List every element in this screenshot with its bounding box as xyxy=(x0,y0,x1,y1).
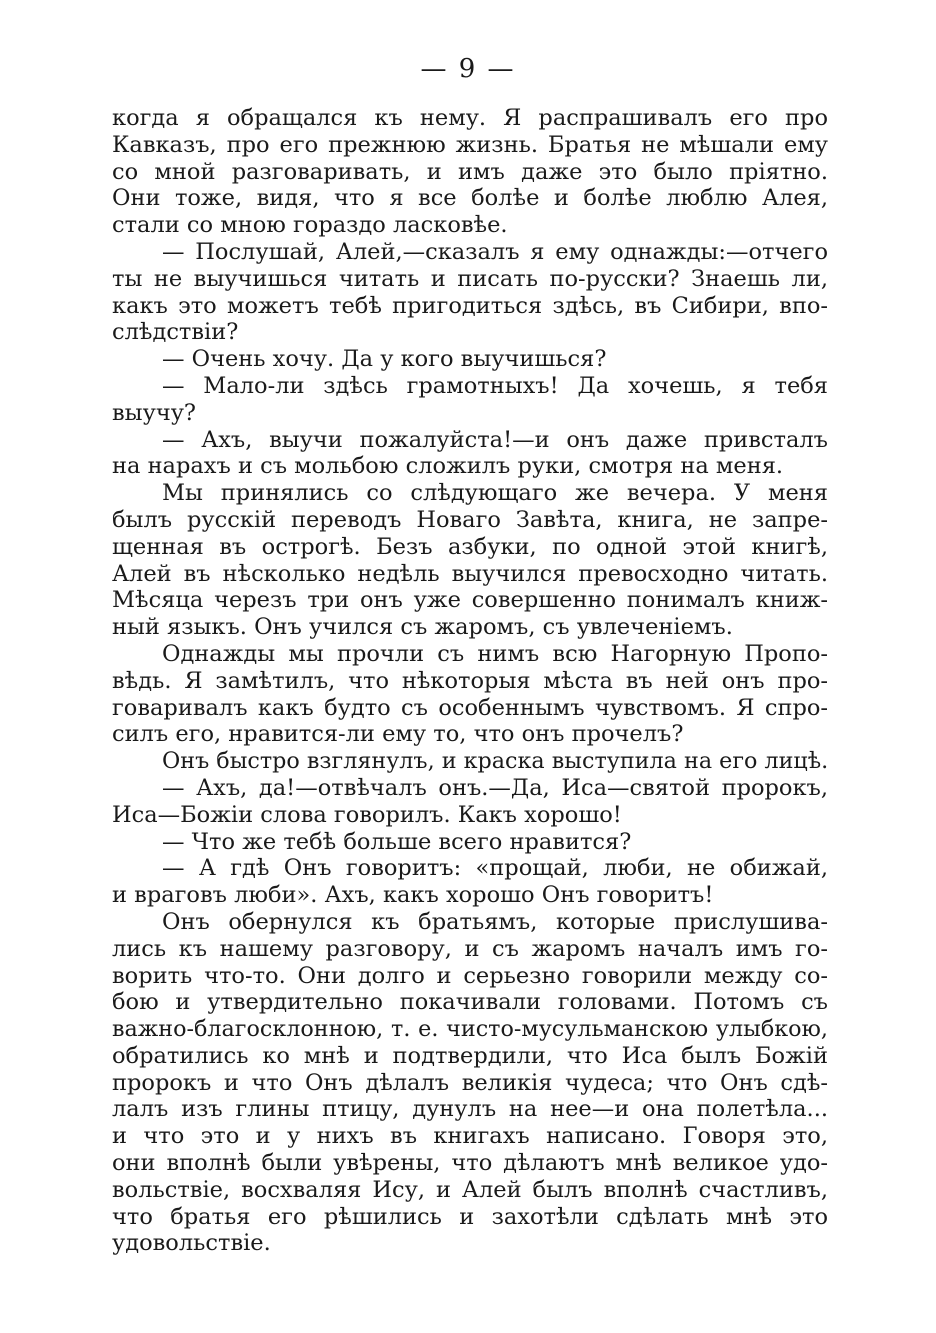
text-line: обратились ко мнѣ и подтвердили, что Иса былъ Божій xyxy=(112,1042,828,1069)
text-line: Онъ обернулся къ братьямъ, которые прислушива- xyxy=(162,908,828,935)
text-line: пророкъ и что Онъ дѣлалъ великія чудеса; что Онъ сдѣ- xyxy=(112,1069,828,1096)
text-line: — Ахъ, да!—отвѣчалъ онъ.—Да, Иса—святой пророкъ, xyxy=(162,774,828,801)
body-text xyxy=(112,105,828,1257)
text-line: — Послушай, Алей,—сказалъ я ему однажды:—отчего xyxy=(162,238,828,265)
text-line: Онъ быстро взглянулъ, и краска выступила на его лицѣ. xyxy=(162,748,829,775)
text-line: Однажды мы прочли съ нимъ всю Нагорную Пропо- xyxy=(162,640,828,667)
text-line: — Мало-ли здѣсь грамотныхъ! Да хочешь, я тебя xyxy=(162,372,828,399)
text-line: что братья его рѣшились и захотѣли сдѣлать мнѣ это xyxy=(112,1203,828,1230)
text-line: важно-благосклонною, т. е. чисто-мусульманскою улыбкою, xyxy=(112,1016,828,1043)
page-number: — 9 — xyxy=(420,54,516,84)
text-line: вольствіе, восхваляя Ису, и Алей былъ вполнѣ счастливъ, xyxy=(112,1176,828,1203)
text-line: когда я обращался къ нему. Я распрашивалъ его про xyxy=(112,105,828,131)
text-line: на нарахъ и съ мольбою сложилъ руки, смотря на меня. xyxy=(112,453,784,480)
text-line: удовольствіе. xyxy=(112,1230,271,1257)
text-line: ный языкъ. Онъ учился съ жаромъ, съ увлеченіемъ. xyxy=(112,614,733,641)
text-line: лалъ изъ глины птицу, дунулъ на нее—и она полетѣла... xyxy=(112,1096,828,1123)
text-line: — А гдѣ Онъ говоритъ: «прощай, люби, не обижай, xyxy=(162,855,828,882)
text-line: ворить что-то. Они долго и серьезно говорили между со- xyxy=(112,962,828,989)
text-line: — Что же тебѣ больше всего нравится? xyxy=(162,828,632,855)
text-line: со мной разговаривать, и имъ даже это было пріятно. xyxy=(112,158,828,185)
text-line: они вполнѣ были увѣрены, что дѣлаютъ мнѣ великое удо- xyxy=(112,1150,828,1177)
text-line: лись къ нашему разговору, и съ жаромъ началъ имъ го- xyxy=(112,935,828,962)
text-line: бою и утвердительно покачивали головами. Потомъ съ xyxy=(112,989,828,1016)
text-line: силъ его, нравится-ли ему то, что онъ прочелъ? xyxy=(112,721,684,748)
text-line: Алей въ нѣсколько недѣль выучился превосходно читать. xyxy=(112,560,828,587)
text-line: щенная въ острогѣ. Безъ азбуки, по одной этой книгѣ, xyxy=(112,533,828,560)
text-line: Мы принялись со слѣдующаго же вечера. У меня xyxy=(162,480,828,507)
text-line: выучу? xyxy=(112,399,196,426)
text-line: былъ русскій переводъ Новаго Завѣта, книга, не запре- xyxy=(112,506,828,533)
text-line: ты не выучишься читать и писать по-русски? Знаешь ли, xyxy=(112,265,828,292)
text-line: Они тоже, видя, что я все болѣе и болѣе люблю Алея, xyxy=(112,185,828,212)
text-line: Иса—Божіи слова говорилъ. Какъ хорошо! xyxy=(112,801,622,828)
text-line: Мѣсяца черезъ три онъ уже совершенно понималъ книж- xyxy=(112,587,828,614)
text-line: — Очень хочу. Да у кого выучишься? xyxy=(162,346,607,373)
text-line: вѣдь. Я замѣтилъ, что нѣкоторыя мѣста въ ней онъ про- xyxy=(112,667,828,694)
text-line: и что это и у нихъ въ книгахъ написано. Говоря это, xyxy=(112,1123,828,1150)
text-line: и враговъ люби». Ахъ, какъ хорошо Онъ говоритъ! xyxy=(112,882,714,909)
text-line: слѣдствіи? xyxy=(112,319,239,346)
text-line: стали со мною гораздо ласковѣе. xyxy=(112,212,508,239)
text-line: какъ это можетъ тебѣ пригодиться здѣсь, въ Сибири, впо- xyxy=(112,292,828,319)
text-line: — Ахъ, выучи пожалуйста!—и онъ даже привсталъ xyxy=(162,426,828,453)
text-line: Кавказъ, про его прежнюю жизнь. Братья не мѣшали ему xyxy=(112,131,828,158)
text-line: говаривалъ какъ будто съ особеннымъ чувствомъ. Я спро- xyxy=(112,694,828,721)
